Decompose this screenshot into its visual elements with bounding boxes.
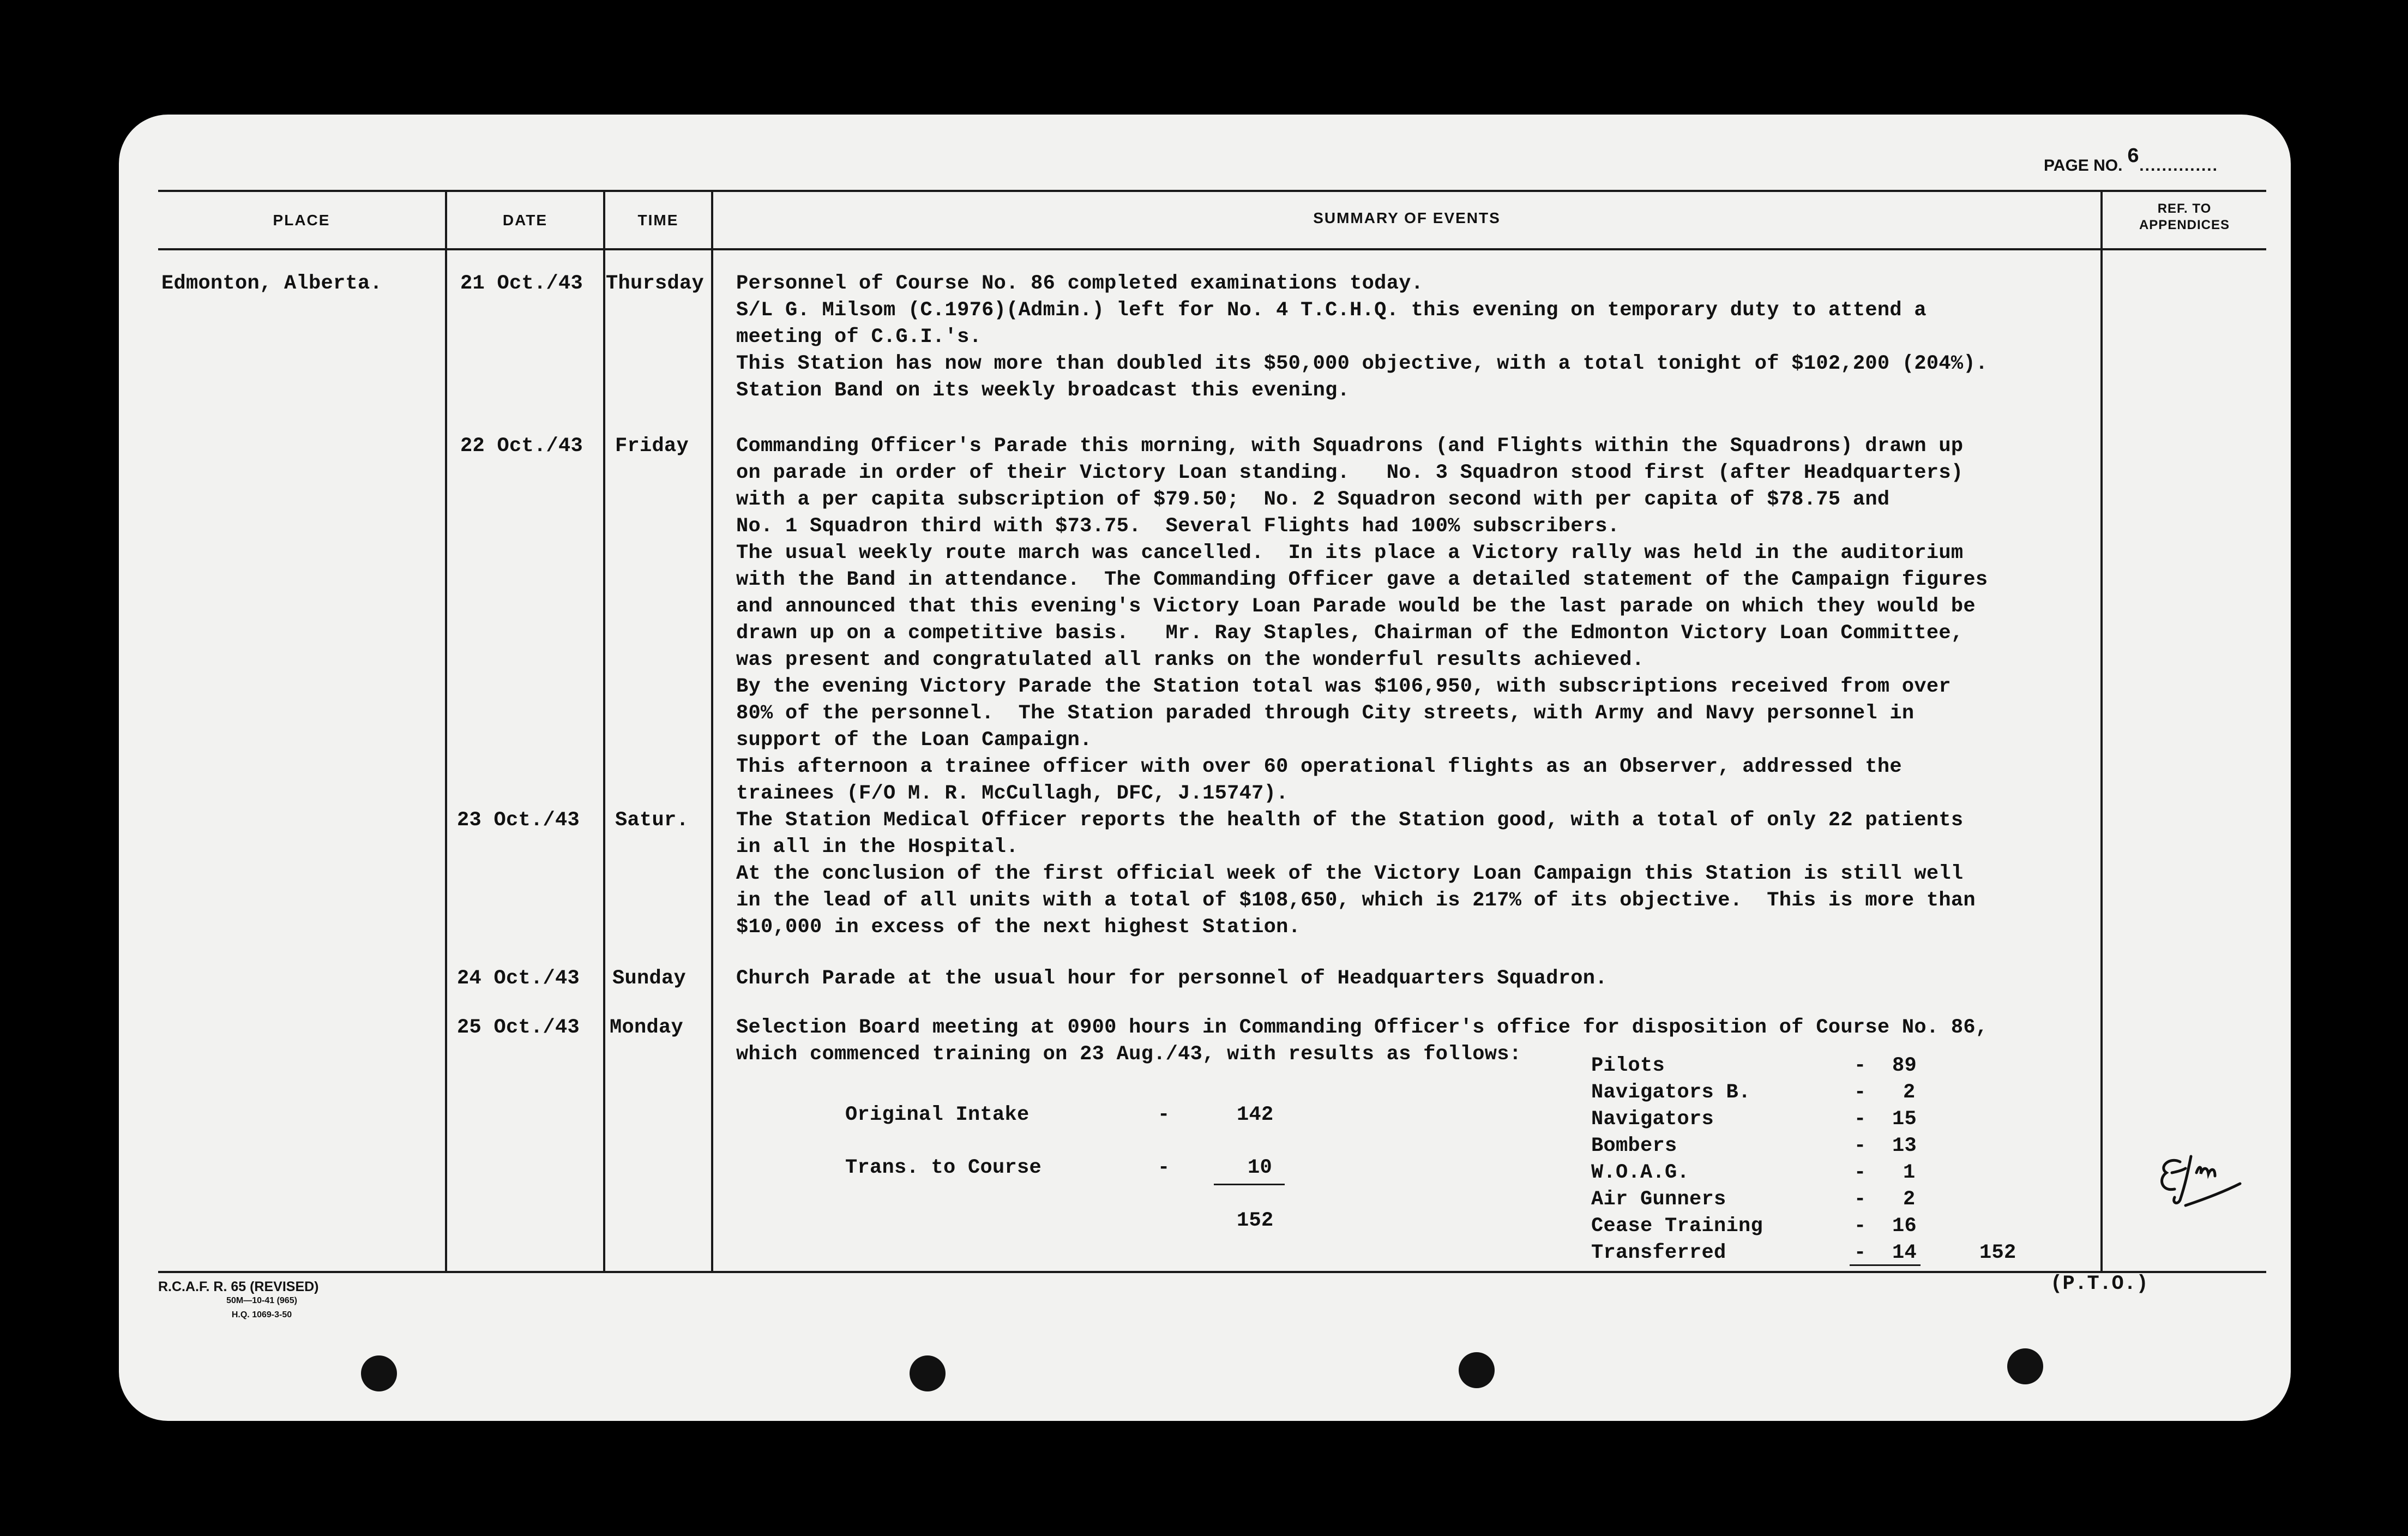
result-value: 14 [1892,1241,1917,1264]
header-date: DATE [502,212,548,229]
form-id-line2: 50M—10-41 (965) [226,1296,297,1305]
summary-line: The usual weekly route march was cancelled. In its place a Victory rally was held in the auditorium [736,542,1964,565]
result-dash: - [1854,1241,1867,1264]
diary-page [119,115,2291,1421]
page-number-dots: .............. [2139,157,2218,175]
summary-line: Station Band on its weekly broadcast this evening. [736,379,1350,402]
intake-original-value: 142 [1237,1103,1274,1126]
summary-line: Personnel of Course No. 86 completed examinations today. [736,272,1424,295]
date-cell: 21 Oct./43 [460,272,583,295]
summary-line: meeting of C.G.I.'s. [736,326,982,349]
summary-line: and announced that this evening's Victory Loan Parade would be the last parade on which they would be [736,595,1976,618]
summary-line: in the lead of all units with a total of $108,650, which is 217% of its objective. This is more than [736,889,1976,912]
summary-line: support of the Loan Campaign. [736,729,1092,752]
result-dash: - [1854,1081,1867,1104]
place-cell: Edmonton, Alberta. [161,272,383,295]
time-cell: Thursday [606,272,705,295]
summary-line: Commanding Officer's Parade this morning, with Squadrons (and Flights within the Squadrons) drawn up [736,435,1964,458]
intake-original-label: Original Intake [845,1103,1030,1126]
result-label: Pilots [1591,1054,1665,1077]
header-ref-line1: REF. TO [2157,201,2212,216]
result-dash: - [1854,1054,1867,1077]
summary-line: S/L G. Milsom (C.1976)(Admin.) left for No. 4 T.C.H.Q. this evening on temporary duty to attend a [736,299,1927,322]
summary-line: Church Parade at the usual hour for personnel of Headquarters Squadron. [736,967,1608,990]
summary-line: No. 1 Squadron third with $73.75. Several Flights had 100% subscribers. [736,515,1620,538]
page-number-label: PAGE NO. [2044,157,2123,175]
result-label: Air Gunners [1591,1188,1726,1211]
intake-sum-rule [1214,1184,1285,1185]
time-cell: Friday [615,435,689,458]
summary-line: $10,000 in excess of the next highest Station. [736,916,1301,939]
result-value: 89 [1892,1054,1917,1077]
header-place: PLACE [273,212,330,229]
summary-line: with a per capita subscription of $79.50; No. 2 Squadron second with per capita of $78.75 and [736,488,1890,511]
summary-line: This Station has now more than doubled its $50,000 objective, with a total tonight of $102,200 (204%). [736,352,1988,375]
header-ref-appendices [2103,201,2266,233]
summary-line: drawn up on a competitive basis. Mr. Ray Staples, Chairman of the Edmonton Victory Loan Committee, [736,622,1964,645]
date-cell: 23 Oct./43 [457,809,580,832]
summary-line: with the Band in attendance. The Commanding Officer gave a detailed statement of the Campaign figures [736,568,1988,591]
result-value: 15 [1892,1108,1917,1131]
summary-line: which commenced training on 23 Aug./43, with results as follows: [736,1043,1522,1066]
header-summary: SUMMARY OF EVENTS [1313,209,1501,226]
result-label: Cease Training [1591,1215,1763,1238]
summary-line: 80% of the personnel. The Station paraded through City streets, with Army and Navy personnel in [736,702,1915,725]
time-cell: Monday [610,1016,684,1039]
intake-trans-dash: - [1158,1156,1170,1179]
summary-line: Selection Board meeting at 0900 hours in Commanding Officer's office for disposition of Course No. 86, [736,1016,1988,1039]
time-cell: Sunday [612,967,687,990]
result-value: 2 [1903,1081,1916,1104]
summary-line: was present and congratulated all ranks on the wonderful results achieved. [736,649,1645,671]
form-id-line3: H.Q. 1069-3-50 [231,1310,292,1319]
date-cell: 24 Oct./43 [457,967,580,990]
intake-trans-label: Trans. to Course [845,1156,1042,1179]
result-dash: - [1854,1215,1867,1238]
header-time: TIME [637,212,679,229]
time-cell: Satur. [615,809,689,832]
please-turn-over: (P.T.O.) [2050,1273,2149,1295]
punch-hole [1459,1352,1495,1388]
result-dash: - [1854,1188,1867,1211]
result-value: 2 [1903,1188,1916,1211]
date-cell: 22 Oct./43 [460,435,583,458]
summary-line: By the evening Victory Parade the Station total was $106,950, with subscriptions received from over [736,675,1951,698]
result-value: 13 [1892,1135,1917,1157]
handwritten-initials-signature [2147,1140,2256,1227]
column-divider-time [711,190,713,1271]
intake-total: 152 [1237,1209,1274,1232]
form-identifier [158,1280,365,1322]
result-dash: - [1854,1161,1867,1184]
result-label: Navigators [1591,1108,1714,1131]
table-top-rule [158,190,2266,192]
result-label: W.O.A.G. [1591,1161,1690,1184]
summary-line: trainees (F/O M. R. McCullagh, DFC, J.15747). [736,782,1289,805]
table-header-rule [158,248,2266,250]
punch-hole [361,1355,397,1391]
result-label: Navigators B. [1591,1081,1751,1104]
summary-line: The Station Medical Officer reports the health of the Station good, with a total of only 22 patients [736,809,1964,832]
result-label: Transferred [1591,1241,1726,1264]
results-sum-rule [1850,1264,1921,1266]
intake-original-dash: - [1158,1103,1170,1126]
result-value: 1 [1903,1161,1916,1184]
summary-line: on parade in order of their Victory Loan standing. No. 3 Squadron stood first (after Headquarters) [736,461,1964,484]
punch-hole [910,1355,946,1391]
column-divider-summary [2100,190,2103,1271]
form-id-line1: R.C.A.F. R. 65 (REVISED) [158,1279,319,1294]
punch-hole [2007,1348,2043,1384]
date-cell: 25 Oct./43 [457,1016,580,1039]
intake-trans-value: 10 [1248,1156,1273,1179]
summary-line: At the conclusion of the first official week of the Victory Loan Campaign this Station is still well [736,862,1964,885]
header-ref-line2: APPENDICES [2139,218,2230,232]
summary-line: This afternoon a trainee officer with over 60 operational flights as an Observer, addressed the [736,755,1902,778]
result-dash: - [1854,1108,1867,1131]
column-divider-date [603,190,605,1271]
result-label: Bombers [1591,1135,1677,1157]
page-number-value: 6 [2127,145,2140,169]
column-divider-place [445,190,447,1271]
result-value: 16 [1892,1215,1917,1238]
summary-line: in all in the Hospital. [736,836,1019,859]
table-bottom-rule [158,1271,2266,1273]
results-total: 152 [1979,1241,2016,1264]
page-number [2044,145,2218,177]
result-dash: - [1854,1135,1867,1157]
